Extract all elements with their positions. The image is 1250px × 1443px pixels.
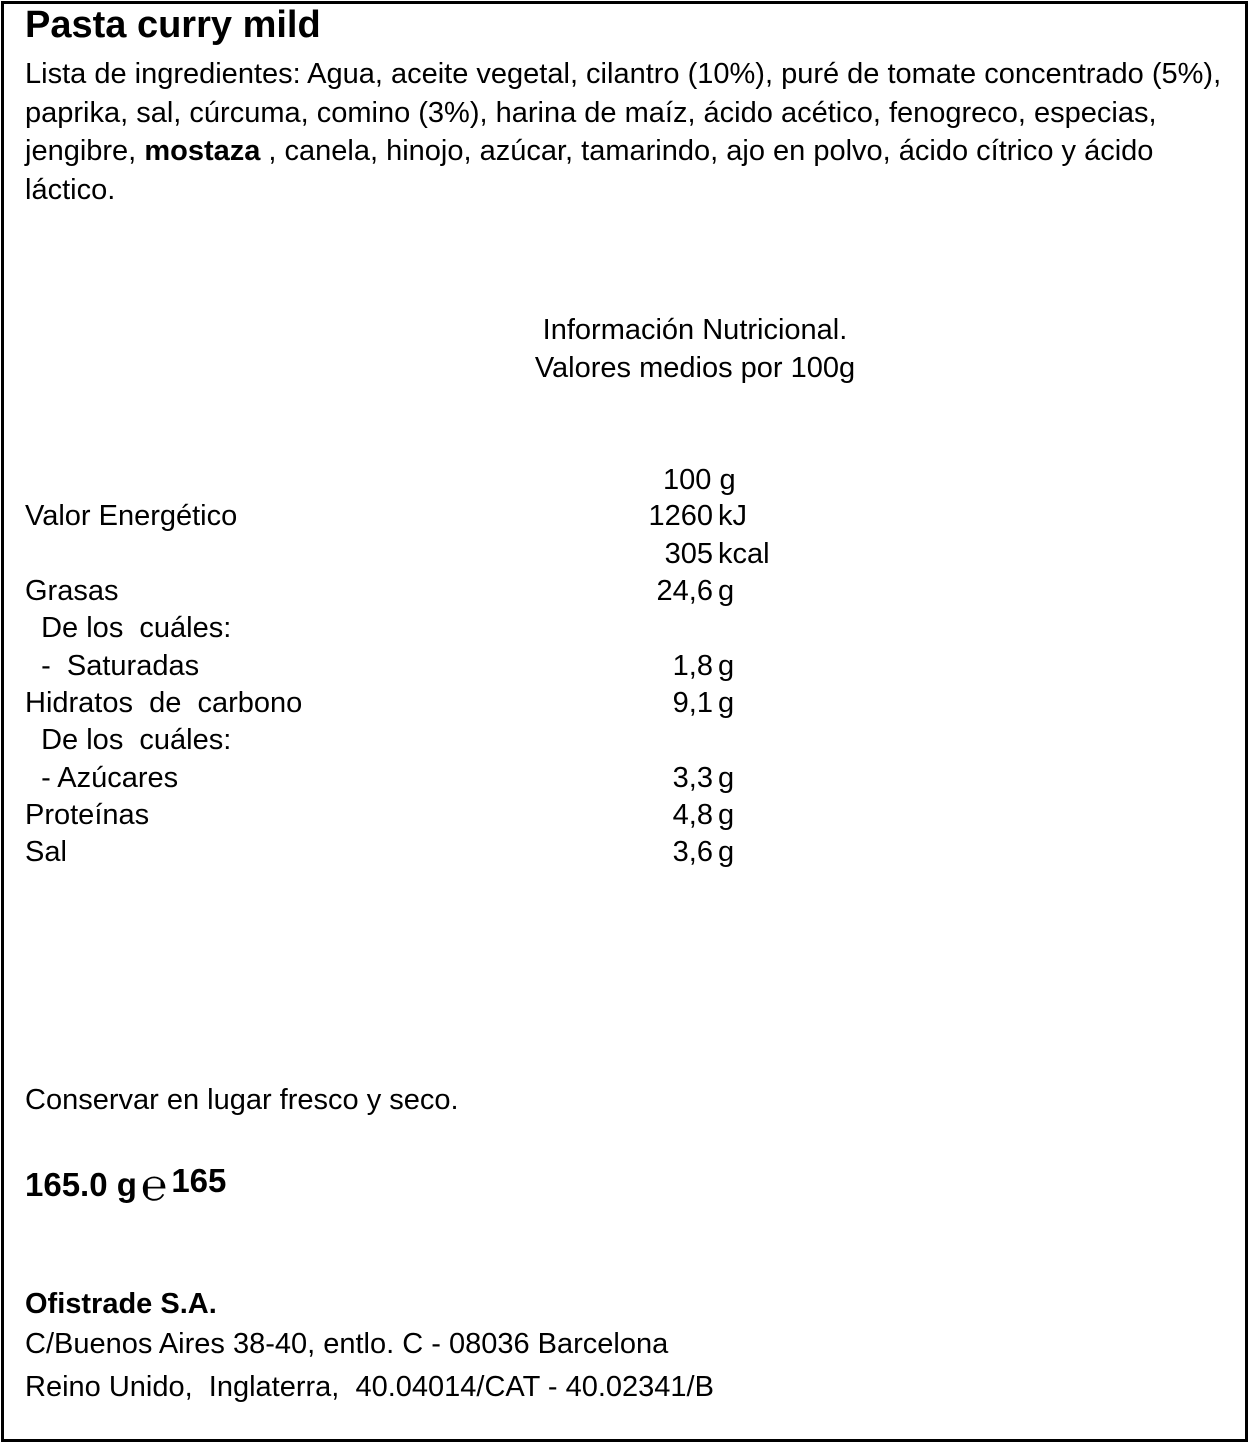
nutrition-row-unit: g: [718, 687, 735, 719]
nutrition-row-value: 1260: [648, 500, 713, 532]
nutrition-row-unit: kcal: [718, 538, 770, 570]
nutrition-row-unit: g: [718, 799, 735, 831]
nutrition-row-label: Valor Energético: [25, 500, 238, 532]
nutrition-row-value: 1,8: [672, 650, 713, 682]
allergen-mustard: mostaza: [144, 135, 261, 167]
storage-instructions: Conservar en lugar fresco y seco.: [25, 1084, 459, 1116]
nutrition-row-value: 3,3: [672, 762, 713, 794]
company-address: C/Buenos Aires 38-40, entlo. C - 08036 Barcelona: [25, 1328, 669, 1360]
ingredients-text: Lista de ingredientes: Agua, aceite vegetal, cilantro (10%), puré de tomate concentrado (5%), paprika, sal, cúrcuma, comino (3%), harina de maíz, ácido acético, fenogreco, especias, jengibre,: [25, 58, 1222, 167]
nutrition-row-label: Sal: [25, 836, 67, 868]
nutrition-row-value: 9,1: [672, 687, 713, 719]
estimated-sign-icon: ℮: [140, 1161, 168, 1210]
nutrition-heading-line2: Valores medios por 100g: [534, 352, 856, 384]
nutrition-row-label: Proteínas: [25, 799, 150, 831]
nutrition-row-value: 3,6: [672, 836, 713, 868]
nutrition-row-value: 4,8: [672, 799, 713, 831]
nutrition-row-label: - Saturadas: [25, 650, 200, 682]
nutrition-row-value: 305: [664, 538, 713, 570]
company-name: Ofistrade S.A.: [25, 1288, 217, 1320]
nutrition-row-unit: g: [718, 836, 735, 868]
nutrition-row-unit: g: [718, 575, 735, 607]
net-weight-value: 165.0 g: [25, 1166, 137, 1203]
net-weight-after-mark: 165: [171, 1162, 227, 1199]
nutrition-row-value: 24,6: [656, 575, 713, 607]
nutrition-row-unit: kJ: [718, 500, 747, 532]
net-weight: [25, 1161, 227, 1210]
ingredients-text-end: , canela, hinojo, azúcar, tamarindo, ajo en polvo, ácido cítrico y ácido láctico.: [25, 135, 1154, 206]
nutrition-heading: [445, 311, 945, 387]
nutrition-row-label: De los cuáles:: [25, 724, 232, 756]
nutrition-row-unit: g: [718, 650, 735, 682]
nutrition-row-label: Grasas: [25, 575, 119, 607]
nutrition-row-label: Hidratos de carbono: [25, 687, 303, 719]
nutrition-heading-line1: Información Nutricional.: [542, 314, 848, 346]
product-title: Pasta curry mild: [25, 4, 321, 46]
nutrition-row-unit: g: [718, 762, 735, 794]
ingredients-list: [25, 55, 1225, 209]
nutrition-row-label: De los cuáles:: [25, 612, 232, 644]
company-registry: Reino Unido, Inglaterra, 40.04014/CAT - 40.02341/B: [25, 1371, 714, 1403]
nutrition-column-header: 100 g: [663, 464, 736, 496]
nutrition-row-label: - Azúcares: [25, 762, 179, 794]
